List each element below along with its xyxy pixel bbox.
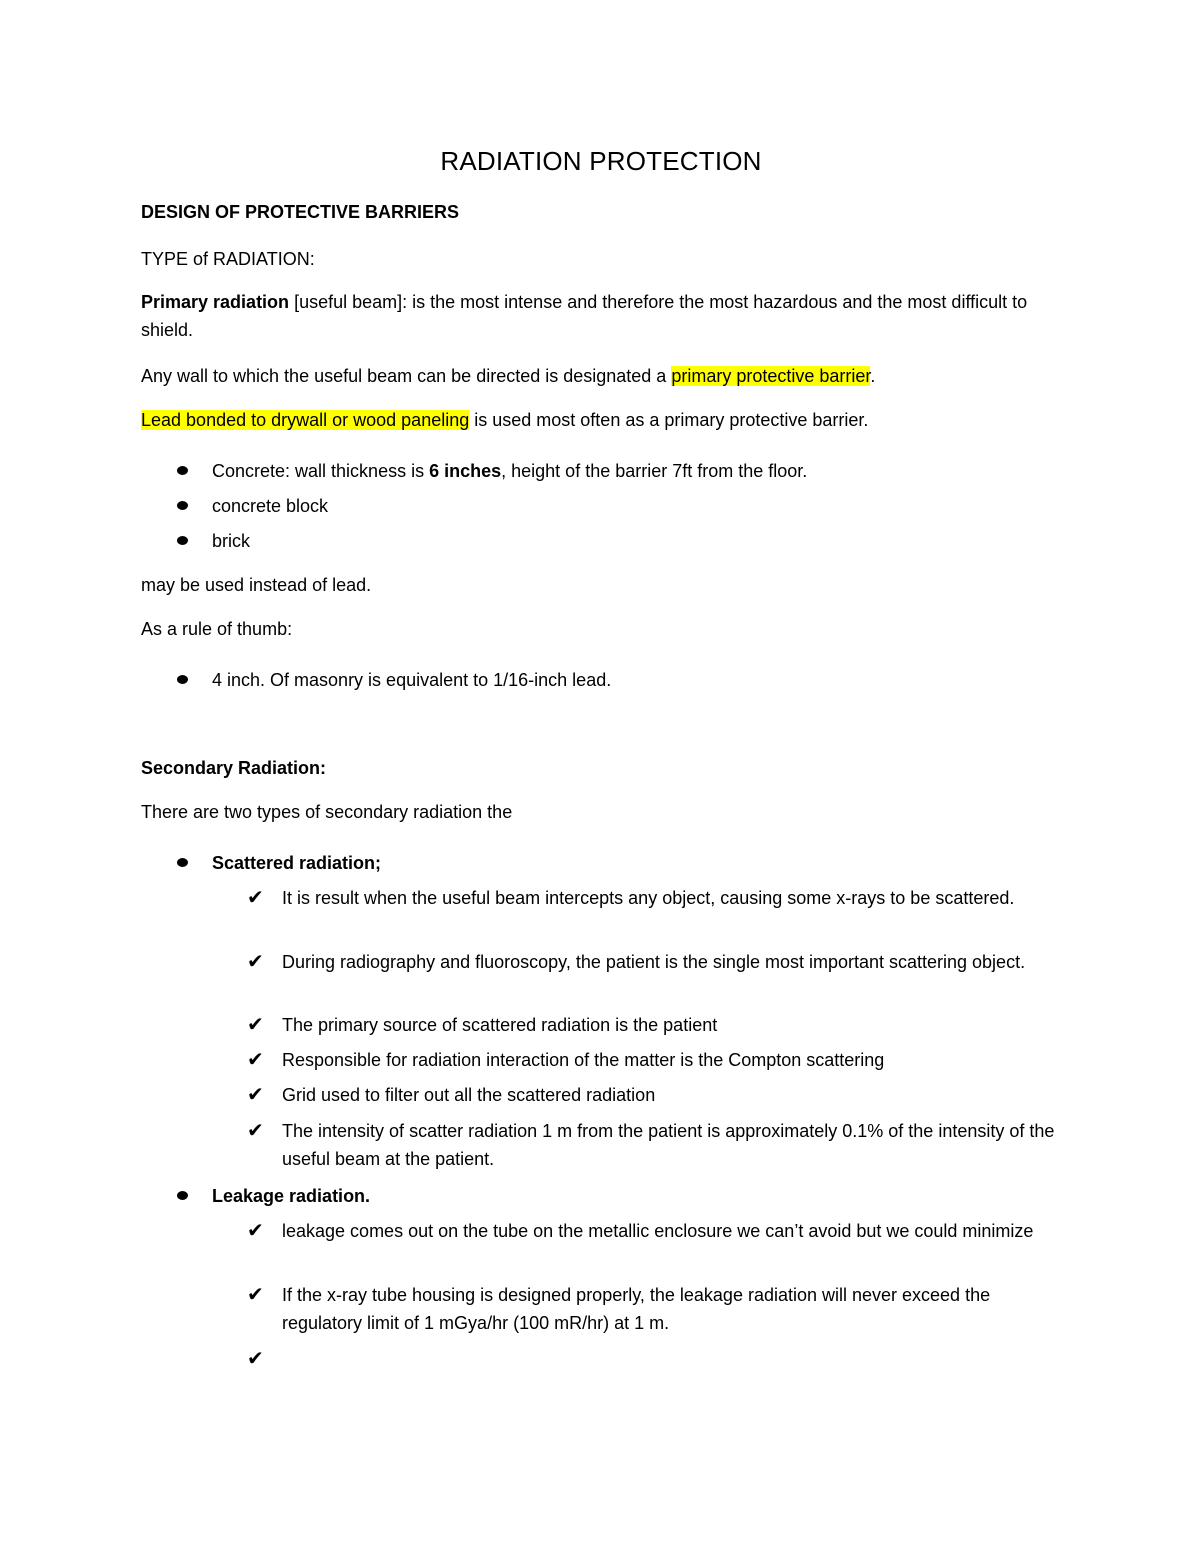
scattered-point-text: The primary source of scattered radiation is the patient: [282, 1015, 718, 1035]
check-icon: ✔: [247, 1284, 264, 1306]
section-heading: DESIGN OF PROTECTIVE BARRIERS: [141, 202, 460, 222]
secondary-radiation-intro: There are two types of secondary radiation the: [141, 802, 513, 822]
brick-text: brick: [212, 531, 251, 551]
concrete-text-end: , height of the barrier 7ft from the floor.: [501, 461, 808, 481]
scattered-radiation-label: Scattered radiation;: [212, 853, 382, 873]
bullet-icon: [177, 536, 188, 545]
primary-barrier-end: .: [870, 366, 876, 386]
scattered-point-text: During radiography and fluoroscopy, the patient is the single most important scattering object.: [282, 952, 1026, 972]
check-icon: ✔: [247, 1348, 264, 1370]
concrete-text-start: Concrete: wall thickness is: [212, 461, 430, 481]
primary-barrier-text: Any wall to which the useful beam can be directed is designated a: [141, 366, 672, 386]
bullet-icon: [177, 466, 188, 475]
check-icon: ✔: [247, 887, 264, 909]
secondary-radiation-heading: Secondary Radiation:: [141, 758, 327, 778]
check-icon: ✔: [247, 1084, 264, 1106]
bullet-icon: [177, 858, 188, 867]
concrete-bullet-text: [212, 457, 1052, 485]
primary-radiation-paragraph: [141, 288, 1041, 344]
scattered-point-text: Responsible for radiation interaction of the matter is the Compton scattering: [282, 1050, 885, 1070]
leakage-radiation-label: Leakage radiation.: [212, 1186, 371, 1206]
lead-barrier-highlight: Lead bonded to drywall or wood paneling: [141, 410, 470, 430]
concrete-block-text: concrete block: [212, 496, 329, 516]
primary-radiation-term: Primary radiation: [141, 292, 290, 312]
check-icon: ✔: [247, 951, 264, 973]
check-icon: ✔: [247, 1049, 264, 1071]
check-icon: ✔: [247, 1220, 264, 1242]
leakage-point-text: leakage comes out on the tube on the metallic enclosure we can’t avoid but we could minimize: [282, 1221, 1034, 1241]
check-icon: ✔: [247, 1120, 264, 1142]
scattered-point-text: The intensity of scatter radiation 1 m from the patient is approximately 0.1% of the intensity of the useful beam at the patient.: [282, 1121, 1055, 1169]
instead-of-lead-text: may be used instead of lead.: [141, 575, 372, 595]
concrete-thickness: 6 inches: [429, 461, 502, 481]
masonry-text: 4 inch. Of masonry is equivalent to 1/16-inch lead.: [212, 670, 612, 690]
check-icon: ✔: [247, 1014, 264, 1036]
lead-barrier-text: is used most often as a primary protective barrier.: [469, 410, 869, 430]
bullet-icon: [177, 675, 188, 684]
scattered-point-text: Grid used to filter out all the scattered radiation: [282, 1085, 656, 1105]
scattered-point-text: It is result when the useful beam intercepts any object, causing some x-rays to be scattered.: [282, 888, 1015, 908]
lead-barrier-paragraph: [141, 406, 1051, 434]
primary-radiation-description: [useful beam]: is the most intense and therefore the most hazardous and the most difficult to shield.: [141, 292, 1028, 340]
leakage-point-text: If the x-ray tube housing is designed properly, the leakage radiation will never exceed the regulatory limit of 1 mGya/hr (100 mR/hr) at 1 m.: [282, 1285, 991, 1333]
rule-of-thumb-text: As a rule of thumb:: [141, 619, 293, 639]
bullet-icon: [177, 1191, 188, 1200]
document-title: RADIATION PROTECTION: [440, 146, 762, 176]
type-of-radiation-label: TYPE of RADIATION:: [141, 249, 315, 269]
primary-barrier-highlight: primary protective barrier: [671, 366, 871, 386]
primary-barrier-paragraph: [141, 362, 1051, 390]
bullet-icon: [177, 501, 188, 510]
